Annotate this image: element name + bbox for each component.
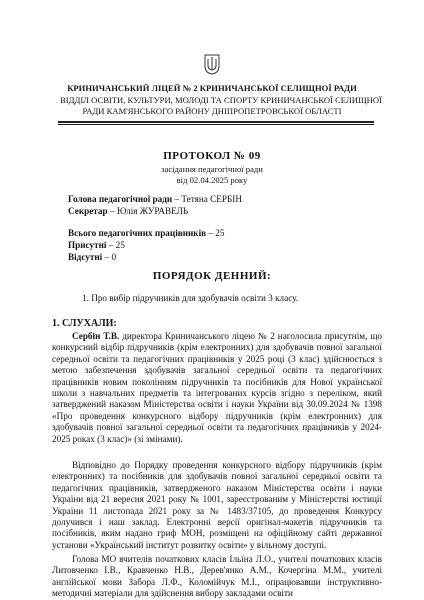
secretary [68, 205, 188, 217]
agenda-item-1: 1. Про вибір підручників для здобувачів освіти 3 класу. [82, 293, 299, 303]
total-staff [68, 227, 224, 239]
speaker-name: Сербін Т.В. [72, 331, 120, 341]
absent-label: Відсутні [68, 252, 103, 262]
total-staff-label: Всього педагогічних працівників [68, 228, 207, 238]
absent-count [68, 251, 116, 263]
heard-paragraph-1 [52, 331, 382, 445]
council-head [68, 193, 242, 205]
protocol-subtitle: засідання педагогічної ради [161, 164, 263, 174]
header-divider-thin [58, 124, 374, 125]
header-divider [58, 121, 374, 123]
present-value: – 25 [106, 240, 125, 250]
council-head-label: Голова педагогічної ради [68, 194, 173, 204]
protocol-date: від 02.04.2025 року [176, 175, 248, 185]
department-name-line1: ВІДДІЛ ОСВІТИ, КУЛЬТУРИ, МОЛОДІ ТА СПОРТУ КРИНИЧАНСЬКОЇ СЕЛИЩНОЇ [60, 95, 382, 105]
secretary-label: Секретар [68, 206, 108, 216]
heard-heading: 1. СЛУХАЛИ: [52, 318, 117, 329]
heard-paragraph-2: Відповідно до Порядку проведення конкурсного відбору підручників (крім електронних) та посібників для здобувачів повної загальної середньої освіти та педагогічних працівників, затвердженого наказом Міністерства освіти і науки України від 21 вересня 2021 року № 1001, зареєстрованим у Міністерстві юстиції України 11 листопада 2021 року за № 1483/37105, до проведення Конкурсу долучився і наш заклад. Електронні версії оригінал-макетів підручників та посібників, яким надано гриф МОН, розміщені на офіційному сайті державної установи «Український інститут розвитку освіти» у вільному доступі. [52, 460, 382, 550]
department-name-line2: РАДИ КАМ'ЯНСЬКОГО РАЙОНУ ДНІПРОПЕТРОВСЬКОЇ ОБЛАСТІ [82, 106, 342, 116]
present-count [68, 239, 125, 251]
secretary-value: – Юлія ЖУРАВЕЛЬ [107, 206, 189, 216]
council-head-value: – Тетяна СЕРБІН [172, 194, 242, 204]
agenda-title: ПОРЯДОК ДЕННИЙ: [152, 270, 272, 282]
absent-value: – 0 [102, 252, 117, 262]
school-name: КРИНИЧАНСЬКИЙ ЛІЦЕЙ № 2 КРИНИЧАНСЬКОЇ СЕЛИЩНОЇ РАДИ [67, 83, 357, 93]
present-label: Присутні [68, 240, 107, 250]
trident-crest-icon [203, 53, 221, 75]
heard-paragraph-1-text: директора Криничанського ліцею № 2 наголосила присутнім, що конкурсний відбір підручників (крім електронних) для здобувачів повної загальної середньої освіти та педагогічних працівників у 2025 році (3 клас) здійснюється з метою забезпечення здобувачів загальної середньої освіти та педагогічних працівників новим поколінням підручників та посібників для Нової української школи з навчальних предметів та інтегрованих курсів згідно з переліком, який затверджений наказом Міністерства освіти і науки України від 30.09.2024 № 1398 «Про проведення конкурсного відбору підручників (крім електронних) для здобувачів повної загальної середньої освіти та педагогічних працівників у 2024-2025 роках (3 клас)» (зі змінами). [52, 331, 383, 444]
protocol-title: ПРОТОКОЛ № 09 [163, 150, 261, 162]
heard-paragraph-3: Голова МО вчителів початкових класів Ільїна Л.О., учителі початкових класів Литовченко І.В., Кравченко Н.В., Дерев'янко А.М., Кочергіна М.М., учителі англійської мови Забора Л.Ф., Коломійчук М.І., опрацювавши інструктивно-методичні матеріали для здійснення вибору закладами освіти [52, 554, 382, 599]
total-staff-value: – 25 [206, 228, 225, 238]
